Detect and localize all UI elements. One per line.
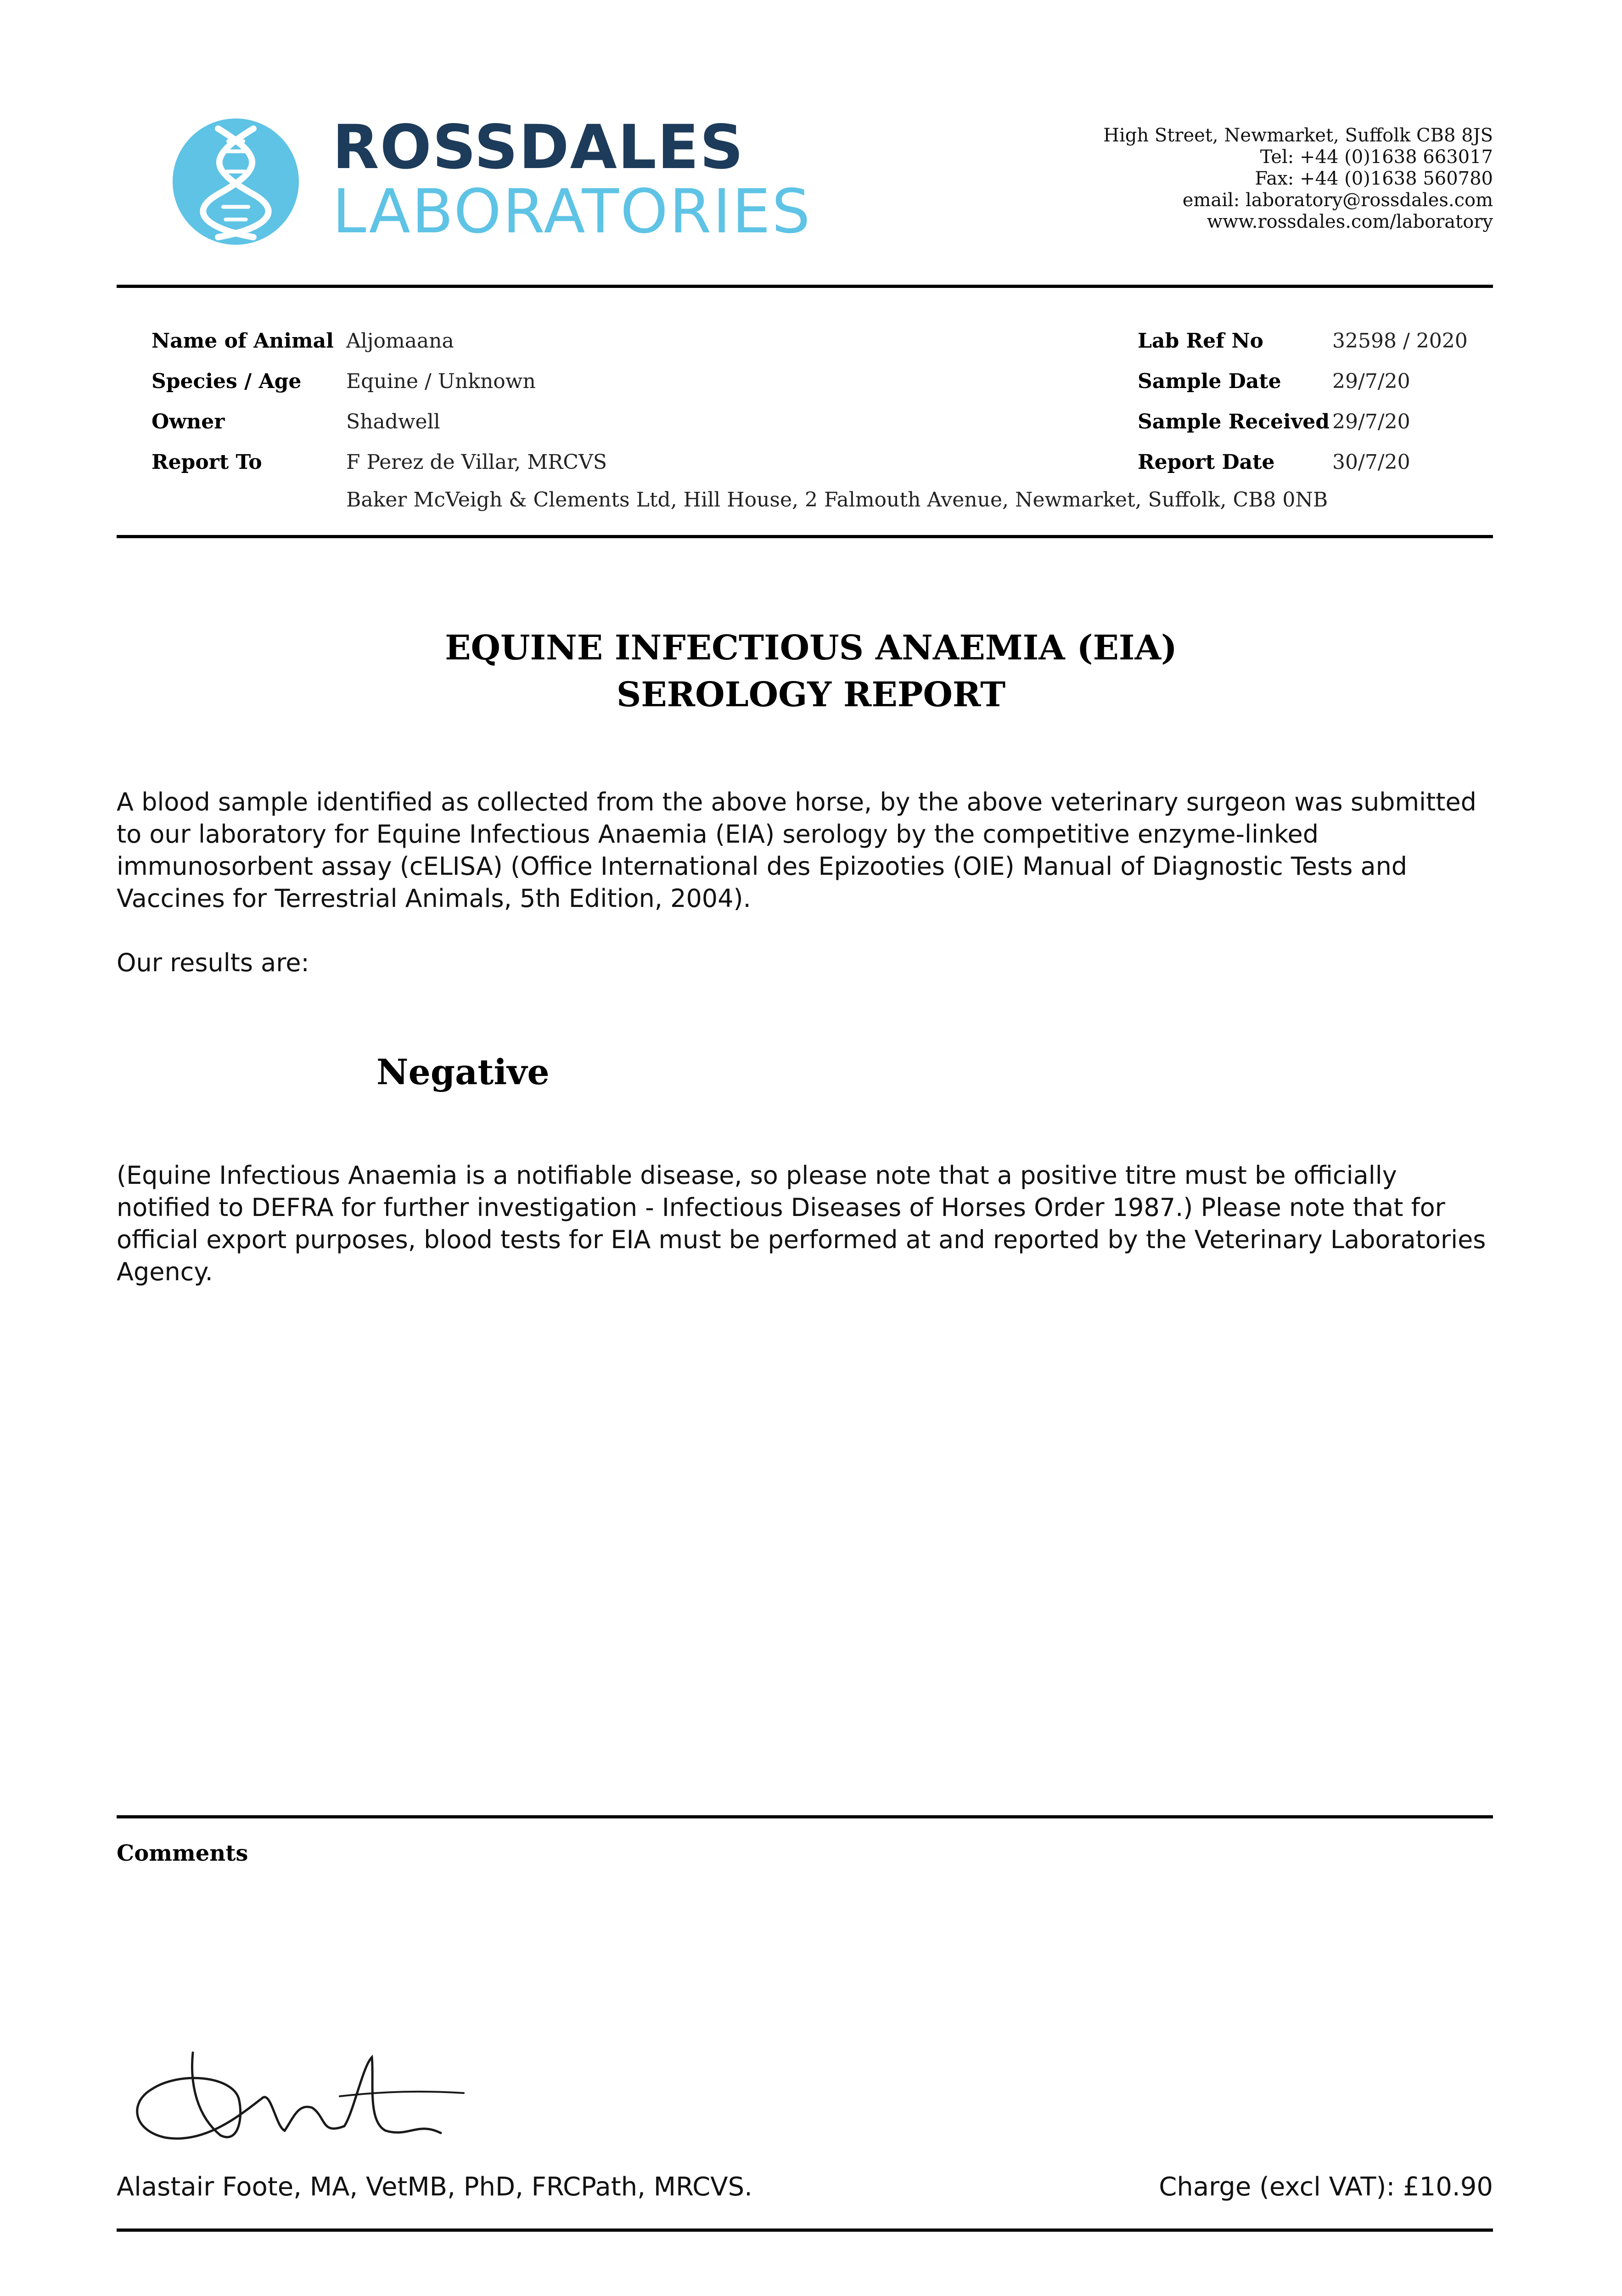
sample-date-label: Sample Date	[1138, 370, 1281, 393]
name-value: Aljomaana	[346, 329, 454, 353]
report-to-label: Report To	[152, 450, 262, 474]
intro-paragraph	[117, 786, 1499, 915]
email-line: email: laboratory@rossdales.com	[1182, 190, 1493, 211]
report-date-label: Report Date	[1138, 450, 1275, 474]
signature-image	[124, 2039, 473, 2149]
footer-divider	[117, 2228, 1493, 2232]
dna-helix-icon	[173, 118, 299, 245]
lab-ref-label: Lab Ref No	[1138, 329, 1263, 353]
result-value: Negative	[376, 1052, 550, 1092]
tel-line: Tel: +44 (0)1638 663017	[1260, 146, 1493, 168]
species-value: Equine / Unknown	[346, 370, 536, 393]
intro-text: A blood sample identified as collected from the above horse, by the above veterinary surgeon was submitted to our laboratory for Equine Infectious Anaemia (EIA) serology by the competitive enzyme-linked immunosorbent assay (cELISA) (Office International des Epizooties (OIE) Manual of Diagnostic Tests and Vaccines for Terrestrial Animals, 5th Edition, 2004).	[117, 788, 1476, 913]
details-divider	[117, 535, 1493, 538]
report-to-value: F Perez de Villar, MRCVS	[346, 450, 607, 474]
report-title	[0, 625, 1622, 718]
report-title-line1: EQUINE INFECTIOUS ANAEMIA (EIA)	[445, 628, 1177, 668]
report-date-value: 30/7/20	[1332, 450, 1410, 474]
owner-label: Owner	[152, 410, 225, 433]
address-line: High Street, Newmarket, Suffolk CB8 8JS	[1103, 125, 1493, 146]
sample-received-value: 29/7/20	[1332, 410, 1410, 433]
comments-label: Comments	[117, 1840, 248, 1866]
lab-ref-value: 32598 / 2020	[1332, 329, 1468, 353]
species-label: Species / Age	[152, 370, 302, 393]
brand-name: ROSSDALES	[332, 112, 745, 183]
name-label: Name of Animal	[152, 329, 334, 353]
website-line: www.rossdales.com/laboratory	[1207, 211, 1493, 232]
fax-line: Fax: +44 (0)1638 560780	[1255, 168, 1493, 189]
contact-block	[988, 125, 1493, 233]
report-title-line2: SEROLOGY REPORT	[616, 675, 1006, 715]
signer-name: Alastair Foote, MA, VetMB, PhD, FRCPath, MRCVS.	[117, 2172, 752, 2202]
results-intro: Our results are:	[117, 948, 309, 977]
owner-value: Shadwell	[346, 410, 440, 433]
notice-text: (Equine Infectious Anaemia is a notifiable disease, so please note that a positive titre must be officially notified to DEFRA for further investigation - Infectious Diseases of Horses Order 1987.) Please note that for official export purposes, blood tests for EIA must be performed at and reported by the Veterinary Laboratories Agency.	[117, 1161, 1486, 1286]
notice-paragraph	[117, 1159, 1499, 1288]
comments-divider	[117, 1815, 1493, 1818]
header-divider	[117, 285, 1493, 288]
sample-date-value: 29/7/20	[1332, 370, 1410, 393]
charge-amount: Charge (excl VAT): £10.90	[1159, 2172, 1493, 2202]
sample-received-label: Sample Received	[1138, 410, 1330, 433]
report-to-address: Baker McVeigh & Clements Ltd, Hill House, 2 Falmouth Avenue, Newmarket, Suffolk, CB8 0NB	[346, 488, 1328, 512]
brand-subtitle: LABORATORIES	[332, 176, 812, 247]
